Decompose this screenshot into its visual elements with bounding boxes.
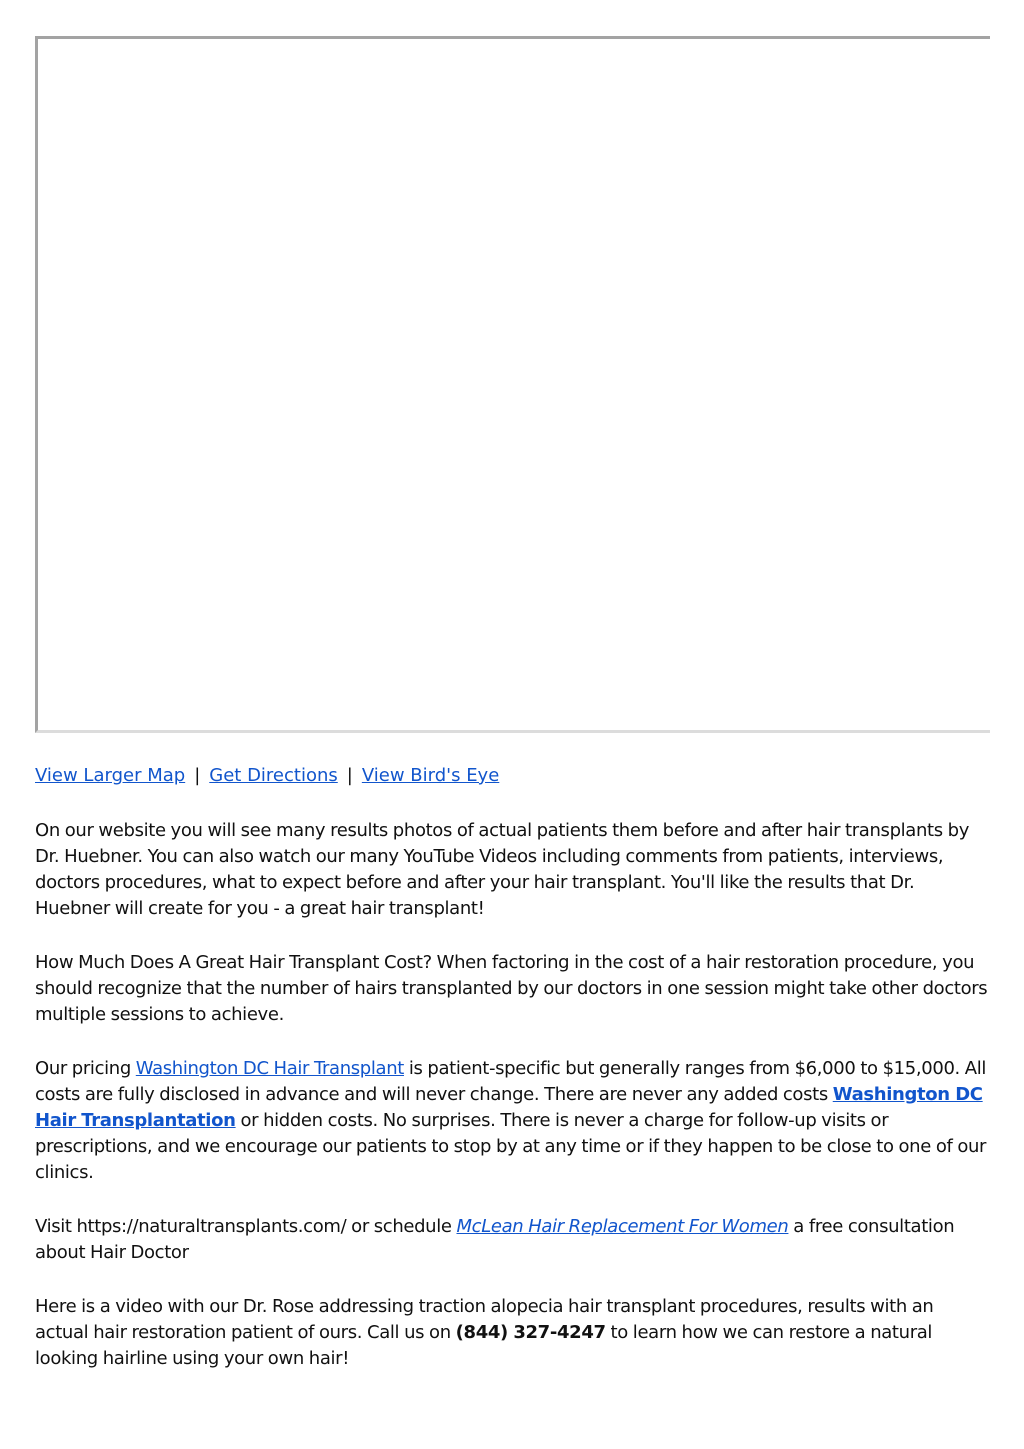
- link-separator: |: [346, 765, 353, 786]
- document-page: [35, 36, 990, 1372]
- consultation-text-start: Visit https://naturaltransplants.com/ or schedule: [35, 1216, 457, 1237]
- mclean-hair-replacement-link[interactable]: McLean Hair Replacement For Women: [456, 1216, 789, 1237]
- view-larger-map-link[interactable]: View Larger Map: [35, 765, 186, 786]
- link-separator: |: [194, 765, 201, 786]
- washington-dc-hair-transplantation-link[interactable]: Washington DC Hair Transplantation: [35, 1084, 983, 1131]
- video-text-end: to learn how we can restore a natural looking hairline using your own hair!: [35, 1322, 933, 1369]
- phone-number: (844) 327-4247: [455, 1322, 606, 1343]
- view-birds-eye-link[interactable]: View Bird's Eye: [361, 765, 500, 786]
- results-paragraph: On our website you will see many results photos of actual patients them before and after hair transplants by Dr. Huebner. You can also watch our many YouTube Videos including comments from patients, interviews, doctors procedures, what to expect before and after your hair transplant. You'll like the results that Dr. Huebner will create for you - a great hair transplant!: [35, 820, 970, 919]
- map-links-row: [35, 763, 990, 789]
- cost-paragraph: How Much Does A Great Hair Transplant Cost? When factoring in the cost of a hair restoration procedure, you should recognize that the number of hairs transplanted by our doctors in one session might take other doctors multiple sessions to achieve.: [35, 952, 988, 1025]
- get-directions-link[interactable]: Get Directions: [209, 765, 338, 786]
- video-text-start: Here is a video with our Dr. Rose addressing traction alopecia hair transplant procedures, results with an actual hair restoration patient of ours. Call us on: [35, 1296, 934, 1343]
- consultation-text-end: a free consultation about Hair Doctor: [35, 1216, 955, 1263]
- washington-dc-hair-transplant-link[interactable]: Washington DC Hair Transplant: [135, 1058, 404, 1079]
- consultation-paragraph: [35, 1214, 990, 1266]
- pricing-paragraph: [35, 1056, 990, 1186]
- pricing-text-middle: is patient-specific but generally ranges from $6,000 to $15,000. All costs are fully disclosed in advance and will never change. There are never any added costs: [35, 1058, 987, 1105]
- embedded-map-frame[interactable]: [35, 36, 990, 733]
- pricing-text-start: Our pricing: [35, 1058, 136, 1079]
- pricing-text-end: or hidden costs. No surprises. There is never a charge for follow-up visits or prescriptions, and we encourage our patients to stop by at any time or if they happen to be close to one of our clinics.: [35, 1110, 987, 1183]
- video-paragraph: [35, 1294, 990, 1372]
